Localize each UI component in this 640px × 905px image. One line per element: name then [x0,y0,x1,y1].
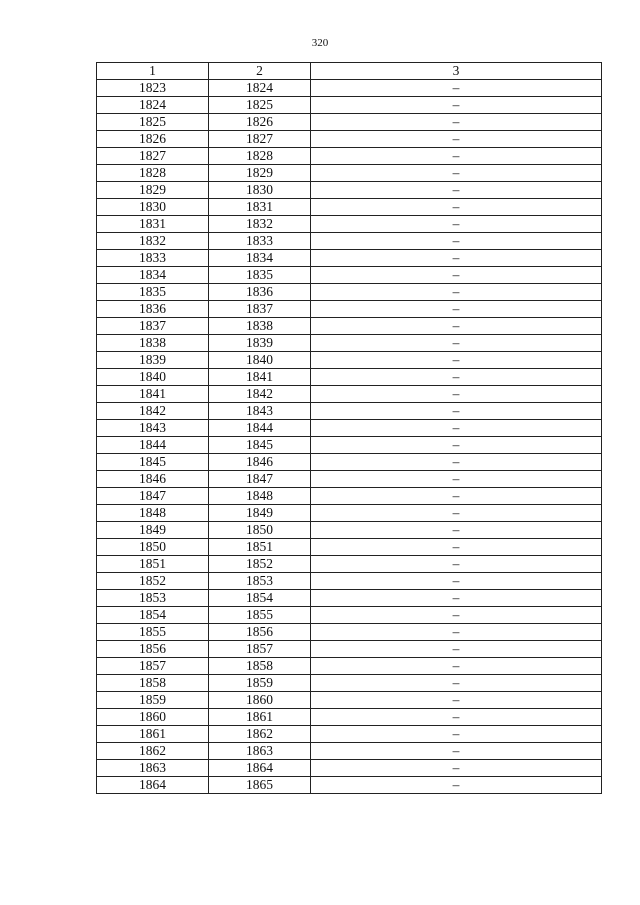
table-header-row [97,63,602,80]
table-cell-col-2: 1857 [209,641,311,658]
table-cell-col-1: 1855 [97,624,209,641]
table-cell-col-2: 1863 [209,743,311,760]
table-cell-col-2: 1849 [209,505,311,522]
table-cell-col-3: – [311,505,602,522]
table-row [97,777,602,794]
table-row [97,760,602,777]
table-cell-col-1: 1836 [97,301,209,318]
table-cell-col-2: 1827 [209,131,311,148]
table-cell-col-3: – [311,760,602,777]
table-cell-col-1: 1853 [97,590,209,607]
table-cell-col-2: 1838 [209,318,311,335]
table-cell-col-3: – [311,403,602,420]
table-row [97,607,602,624]
table-cell-col-1: 1852 [97,573,209,590]
table-row [97,420,602,437]
table-cell-col-3: – [311,301,602,318]
table-cell-col-1: 1845 [97,454,209,471]
table-cell-col-1: 1857 [97,658,209,675]
table-row [97,80,602,97]
table-cell-col-1: 1832 [97,233,209,250]
table-cell-col-2: 1862 [209,726,311,743]
table-cell-col-2: 1852 [209,556,311,573]
table-cell-col-3: – [311,777,602,794]
table-cell-col-2: 1864 [209,760,311,777]
table-cell-col-2: 1834 [209,250,311,267]
table-cell-col-3: – [311,386,602,403]
table-row [97,148,602,165]
table-cell-col-2: 1824 [209,80,311,97]
table-cell-col-3: – [311,726,602,743]
table-cell-col-2: 1861 [209,709,311,726]
table-cell-col-3: – [311,216,602,233]
table-cell-col-2: 1859 [209,675,311,692]
data-table [96,62,602,794]
table-cell-col-2: 1860 [209,692,311,709]
table-cell-col-1: 1860 [97,709,209,726]
table-cell-col-2: 1829 [209,165,311,182]
table-row [97,590,602,607]
table-row [97,488,602,505]
table-cell-col-1: 1863 [97,760,209,777]
table-row [97,335,602,352]
table-row [97,726,602,743]
table-row [97,97,602,114]
table-cell-col-1: 1829 [97,182,209,199]
table-cell-col-1: 1826 [97,131,209,148]
table-row [97,165,602,182]
table-cell-col-2: 1858 [209,658,311,675]
table-cell-col-3: – [311,233,602,250]
column-header-1: 1 [97,63,209,80]
table-cell-col-2: 1837 [209,301,311,318]
table-cell-col-1: 1849 [97,522,209,539]
table-cell-col-3: – [311,165,602,182]
table-cell-col-3: – [311,641,602,658]
table-row [97,454,602,471]
table-cell-col-1: 1843 [97,420,209,437]
table-cell-col-3: – [311,267,602,284]
table-cell-col-3: – [311,352,602,369]
column-header-2: 2 [209,63,311,80]
table-cell-col-2: 1854 [209,590,311,607]
table-cell-col-3: – [311,80,602,97]
table-cell-col-3: – [311,199,602,216]
table-cell-col-3: – [311,692,602,709]
table-row [97,386,602,403]
table-cell-col-1: 1823 [97,80,209,97]
table-cell-col-1: 1847 [97,488,209,505]
table-body [97,80,602,794]
table-cell-col-1: 1837 [97,318,209,335]
table-cell-col-3: – [311,420,602,437]
table-cell-col-3: – [311,318,602,335]
table-cell-col-2: 1842 [209,386,311,403]
table-cell-col-3: – [311,590,602,607]
table-row [97,675,602,692]
table-cell-col-1: 1840 [97,369,209,386]
table-cell-col-1: 1848 [97,505,209,522]
table-cell-col-2: 1844 [209,420,311,437]
table-cell-col-2: 1848 [209,488,311,505]
table-cell-col-3: – [311,522,602,539]
table-cell-col-1: 1851 [97,556,209,573]
table-row [97,556,602,573]
table-cell-col-3: – [311,573,602,590]
table-cell-col-1: 1833 [97,250,209,267]
table-cell-col-3: – [311,131,602,148]
table-row [97,437,602,454]
table-cell-col-1: 1844 [97,437,209,454]
table-row [97,318,602,335]
table-cell-col-1: 1835 [97,284,209,301]
table-cell-col-3: – [311,148,602,165]
table-cell-col-2: 1835 [209,267,311,284]
table-row [97,131,602,148]
table-cell-col-3: – [311,488,602,505]
table-row [97,114,602,131]
table-cell-col-2: 1850 [209,522,311,539]
table-cell-col-2: 1832 [209,216,311,233]
table-cell-col-2: 1846 [209,454,311,471]
table-row [97,233,602,250]
table-cell-col-1: 1834 [97,267,209,284]
table-cell-col-3: – [311,114,602,131]
table-cell-col-2: 1836 [209,284,311,301]
table-row [97,641,602,658]
table-cell-col-1: 1839 [97,352,209,369]
table-cell-col-1: 1850 [97,539,209,556]
table-cell-col-2: 1825 [209,97,311,114]
table-row [97,250,602,267]
table-row [97,709,602,726]
table-row [97,267,602,284]
table-cell-col-2: 1830 [209,182,311,199]
table-row [97,471,602,488]
table-cell-col-2: 1855 [209,607,311,624]
table-cell-col-3: – [311,658,602,675]
table-cell-col-3: – [311,624,602,641]
table-cell-col-1: 1842 [97,403,209,420]
table-cell-col-1: 1862 [97,743,209,760]
table-cell-col-3: – [311,182,602,199]
table-row [97,658,602,675]
table-row [97,216,602,233]
table-cell-col-3: – [311,675,602,692]
table-cell-col-3: – [311,471,602,488]
table-cell-col-1: 1861 [97,726,209,743]
table-cell-col-2: 1839 [209,335,311,352]
table-cell-col-3: – [311,709,602,726]
table-cell-col-2: 1826 [209,114,311,131]
table-row [97,182,602,199]
table-cell-col-1: 1825 [97,114,209,131]
table-cell-col-2: 1847 [209,471,311,488]
table-row [97,369,602,386]
table-cell-col-2: 1833 [209,233,311,250]
table-row [97,352,602,369]
table-cell-col-3: – [311,454,602,471]
table-row [97,624,602,641]
table-cell-col-1: 1830 [97,199,209,216]
table-cell-col-1: 1846 [97,471,209,488]
page-number: 320 [311,37,329,49]
table-row [97,199,602,216]
table-cell-col-3: – [311,369,602,386]
table-cell-col-2: 1843 [209,403,311,420]
table-cell-col-1: 1854 [97,607,209,624]
table-cell-col-1: 1828 [97,165,209,182]
table-cell-col-3: – [311,556,602,573]
table-cell-col-1: 1824 [97,97,209,114]
table-cell-col-3: – [311,250,602,267]
table-cell-col-3: – [311,539,602,556]
table-row [97,573,602,590]
table-cell-col-3: – [311,743,602,760]
table-cell-col-3: – [311,437,602,454]
table-cell-col-2: 1841 [209,369,311,386]
table-cell-col-3: – [311,97,602,114]
table-cell-col-1: 1838 [97,335,209,352]
table-cell-col-2: 1828 [209,148,311,165]
table-row [97,539,602,556]
table-cell-col-3: – [311,607,602,624]
table-cell-col-1: 1858 [97,675,209,692]
table-cell-col-3: – [311,284,602,301]
table-cell-col-1: 1827 [97,148,209,165]
table-row [97,522,602,539]
table-cell-col-2: 1840 [209,352,311,369]
table-cell-col-2: 1851 [209,539,311,556]
table-row [97,743,602,760]
table-cell-col-2: 1853 [209,573,311,590]
table-cell-col-1: 1864 [97,777,209,794]
table-cell-col-3: – [311,335,602,352]
table-cell-col-2: 1845 [209,437,311,454]
table-cell-col-1: 1856 [97,641,209,658]
table-cell-col-1: 1831 [97,216,209,233]
table-cell-col-2: 1856 [209,624,311,641]
table-row [97,505,602,522]
column-header-3: 3 [311,63,602,80]
table-row [97,284,602,301]
table-row [97,301,602,318]
table-cell-col-2: 1865 [209,777,311,794]
table-row [97,692,602,709]
table-cell-col-1: 1859 [97,692,209,709]
table-cell-col-1: 1841 [97,386,209,403]
table-row [97,403,602,420]
table-cell-col-2: 1831 [209,199,311,216]
